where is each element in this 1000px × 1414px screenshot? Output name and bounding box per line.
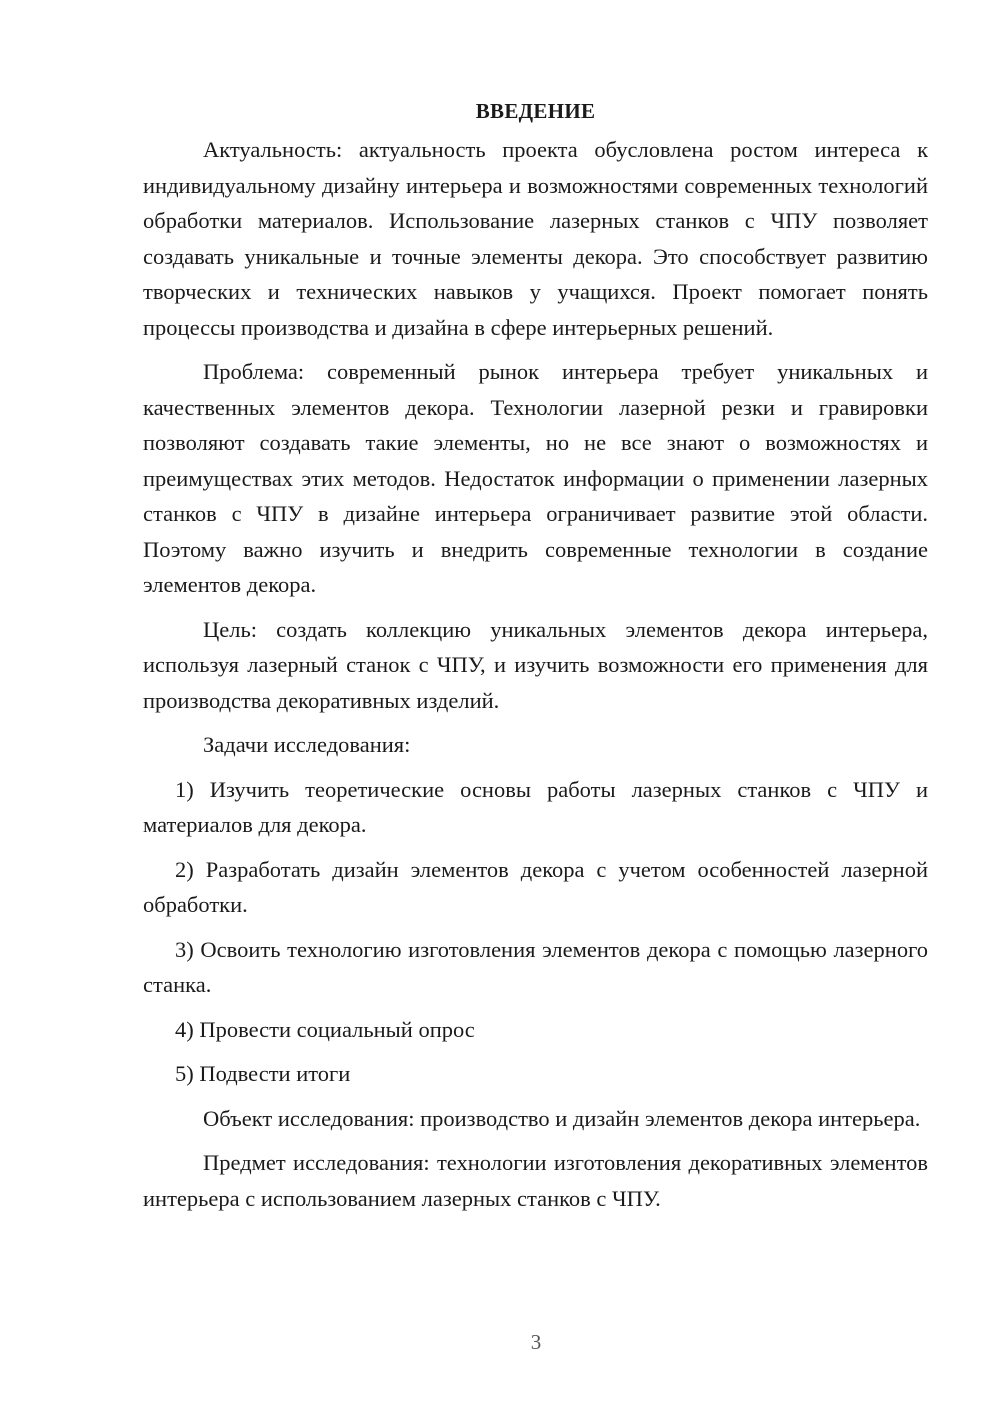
object-paragraph: Объект исследования: производство и дизайн элементов декора интерьера.	[203, 1105, 921, 1131]
task-item-1: 1) Изучить теоретические основы работы лазерных станков с ЧПУ и материалов для декора.	[143, 776, 928, 837]
problem-paragraph: Проблема: современный рынок интерьера требует уникальных и качественных элементов декора. Технологии лазерной резки и гравировки позволяют создавать такие элементы, но не все знают о возможностях и преимуществах этих методов. Недостаток информации о применении лазерных станков с ЧПУ в дизайне интерьера ограничивает развитие этой области. Поэтому важно изучить и внедрить современные технологии в создание элементов декора.	[143, 359, 928, 597]
tasks-heading: Задачи исследования:	[203, 732, 411, 757]
task-item-4: 4) Провести социальный опрос	[175, 1016, 475, 1042]
page-number: 3	[530, 1330, 542, 1354]
task-item-5: 5) Подвести итоги	[175, 1061, 351, 1086]
relevance-paragraph: Актуальность: актуальность проекта обусловлена ростом интереса к индивидуальному дизайну интерьера и возможностями современных технологий обработки материалов. Использование лазерных станков с ЧПУ позволяет создавать уникальные и точные элементы декора. Это способствует развитию творческих и технических навыков у учащихся. Проект помогает понять процессы производства и дизайна в сфере интерьерных решений.	[143, 137, 928, 340]
document-page	[143, 96, 928, 1225]
subject-paragraph: Предмет исследования: технологии изготовления декоративных элементов интерьера с использованием лазерных станков с ЧПУ.	[143, 1150, 928, 1211]
task-item-2: 2) Разработать дизайн элементов декора с учетом особенностей лазерной обработки.	[143, 856, 928, 917]
goal-paragraph: Цель: создать коллекцию уникальных элементов декора интерьера, используя лазерный станок с ЧПУ, и изучить возможности его применения для производства декоративных изделий.	[143, 616, 928, 713]
page-title: ВВЕДЕНИЕ	[475, 99, 596, 123]
task-item-3: 3) Освоить технологию изготовления элементов декора с помощью лазерного станка.	[143, 936, 928, 997]
